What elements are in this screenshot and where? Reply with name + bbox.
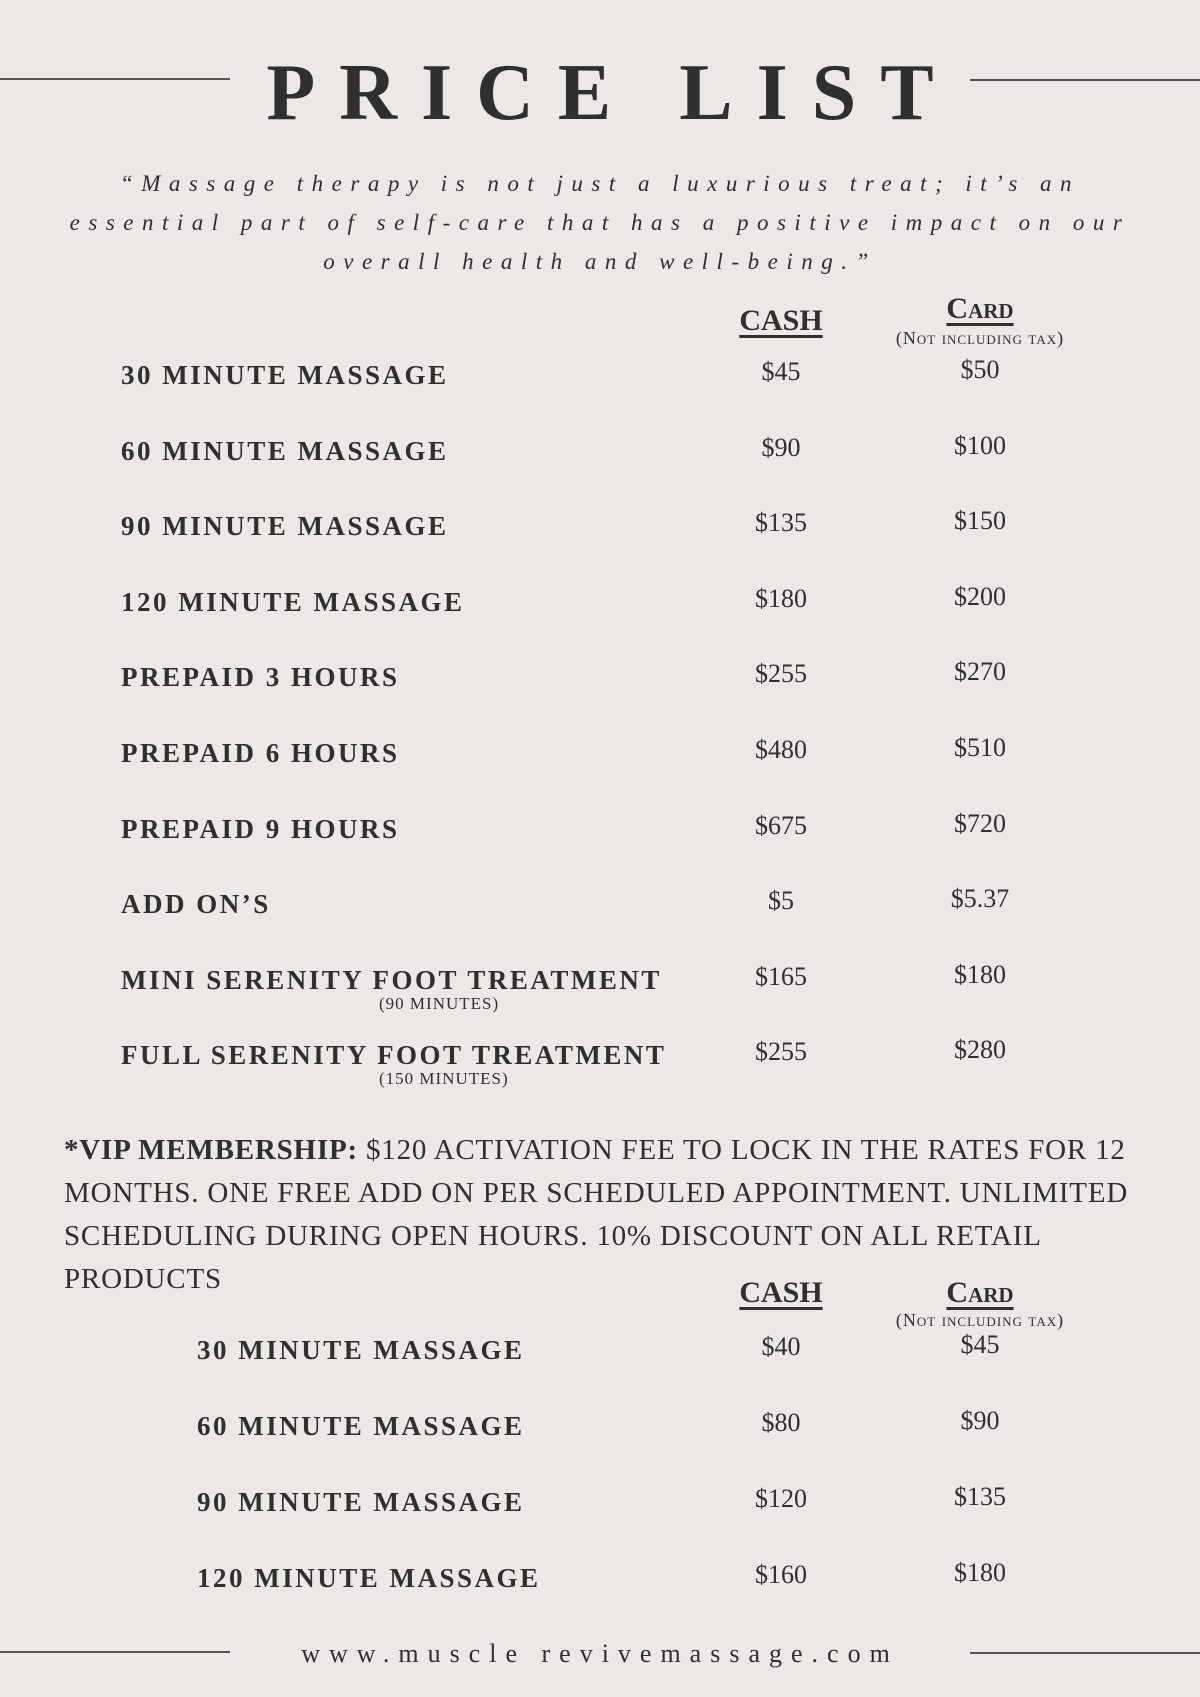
service-label xyxy=(121,360,449,391)
service-name: MINI SERENITY FOOT TREATMENT xyxy=(121,964,662,995)
cash-price: $135 xyxy=(755,508,807,538)
card-price: $5.37 xyxy=(950,884,1010,914)
service-label xyxy=(121,662,400,693)
service-label xyxy=(121,964,662,1013)
service-name: PREPAID 6 HOURS xyxy=(121,738,400,768)
cash-price: $160 xyxy=(755,1560,807,1589)
vip-card-note: (Not including tax) xyxy=(895,1310,1065,1330)
service-name: 120 MINUTE MASSAGE xyxy=(121,586,465,617)
service-label xyxy=(121,511,449,542)
card-price: $150 xyxy=(954,506,1006,536)
service-name: 120 MINUTE MASSAGE xyxy=(197,1563,541,1593)
service-label xyxy=(121,814,400,845)
service-name: 30 MINUTE MASSAGE xyxy=(121,360,449,390)
service-label xyxy=(121,889,271,920)
card-price: $720 xyxy=(954,808,1006,838)
vip-heading: *VIP MEMBERSHIP: xyxy=(64,1134,358,1166)
service-name: 90 MINUTE MASSAGE xyxy=(121,511,449,542)
card-note: (Not including tax) xyxy=(895,328,1065,348)
page-title: PRICE LIST xyxy=(266,49,958,137)
card-price: $100 xyxy=(954,430,1006,460)
cash-price: $255 xyxy=(755,1037,807,1067)
service-name: FULL SERENITY FOOT TREATMENT xyxy=(121,1040,667,1071)
service-label xyxy=(121,436,449,467)
service-label xyxy=(197,1563,541,1594)
card-price: $510 xyxy=(954,733,1006,762)
cash-price: $90 xyxy=(761,432,801,462)
website-footer: www.muscle revivemassage.com xyxy=(301,1639,899,1668)
quote: “Massage therapy is not just a luxurious treat; it’s an essential part of self-care that has a positive impact on our overall health and well-being.” xyxy=(69,171,1131,274)
cash-price: $480 xyxy=(755,735,807,764)
card-price: $50 xyxy=(960,355,1000,384)
service-duration: (150 MINUTES) xyxy=(379,1069,509,1089)
service-name: 30 MINUTE MASSAGE xyxy=(197,1335,525,1365)
card-price: $45 xyxy=(960,1330,1000,1359)
service-name: PREPAID 3 HOURS xyxy=(121,662,400,693)
service-label xyxy=(197,1487,525,1518)
cash-price: $120 xyxy=(755,1484,807,1513)
service-name: 60 MINUTE MASSAGE xyxy=(121,435,449,466)
service-label xyxy=(197,1335,525,1366)
service-name: ADD ON’S xyxy=(121,889,271,920)
card-price: $90 xyxy=(960,1406,1000,1435)
card-price: $180 xyxy=(954,1558,1006,1587)
cash-price: $80 xyxy=(761,1408,801,1437)
cash-price: $255 xyxy=(755,659,807,689)
cash-price: $165 xyxy=(755,961,807,991)
vip-text: $120 ACTIVATION FEE TO LOCK IN THE RATES FOR 12 MONTHS. ONE FREE ADD ON PER SCHEDULED APPOINTMENT. UNLIMITED SCHEDULING DURING OPEN HOURS. 10% DISCOUNT ON ALL RETAIL PRODUCTS xyxy=(64,1134,1129,1295)
vip-card-header: Card xyxy=(946,1276,1014,1309)
service-label xyxy=(121,1040,667,1089)
cash-price: $675 xyxy=(755,810,807,840)
cash-price: $180 xyxy=(755,583,807,613)
service-label xyxy=(121,738,400,769)
card-price: $135 xyxy=(954,1482,1006,1511)
card-price: $280 xyxy=(954,1035,1006,1065)
card-price: $180 xyxy=(954,959,1006,989)
card-price: $200 xyxy=(954,581,1006,611)
service-label xyxy=(197,1411,525,1442)
vip-cash-header: CASH xyxy=(739,1276,823,1309)
service-label xyxy=(121,587,465,618)
cash-price: $45 xyxy=(761,357,801,386)
service-name: PREPAID 9 HOURS xyxy=(121,813,400,844)
service-name: 60 MINUTE MASSAGE xyxy=(197,1411,525,1441)
card-header: Card xyxy=(946,292,1014,325)
cash-header: CASH xyxy=(739,304,823,337)
service-name: 90 MINUTE MASSAGE xyxy=(197,1487,525,1517)
cash-price: $5 xyxy=(768,886,794,916)
card-price: $270 xyxy=(954,657,1006,687)
cash-price: $40 xyxy=(761,1332,801,1361)
service-duration: (90 MINUTES) xyxy=(379,993,500,1013)
